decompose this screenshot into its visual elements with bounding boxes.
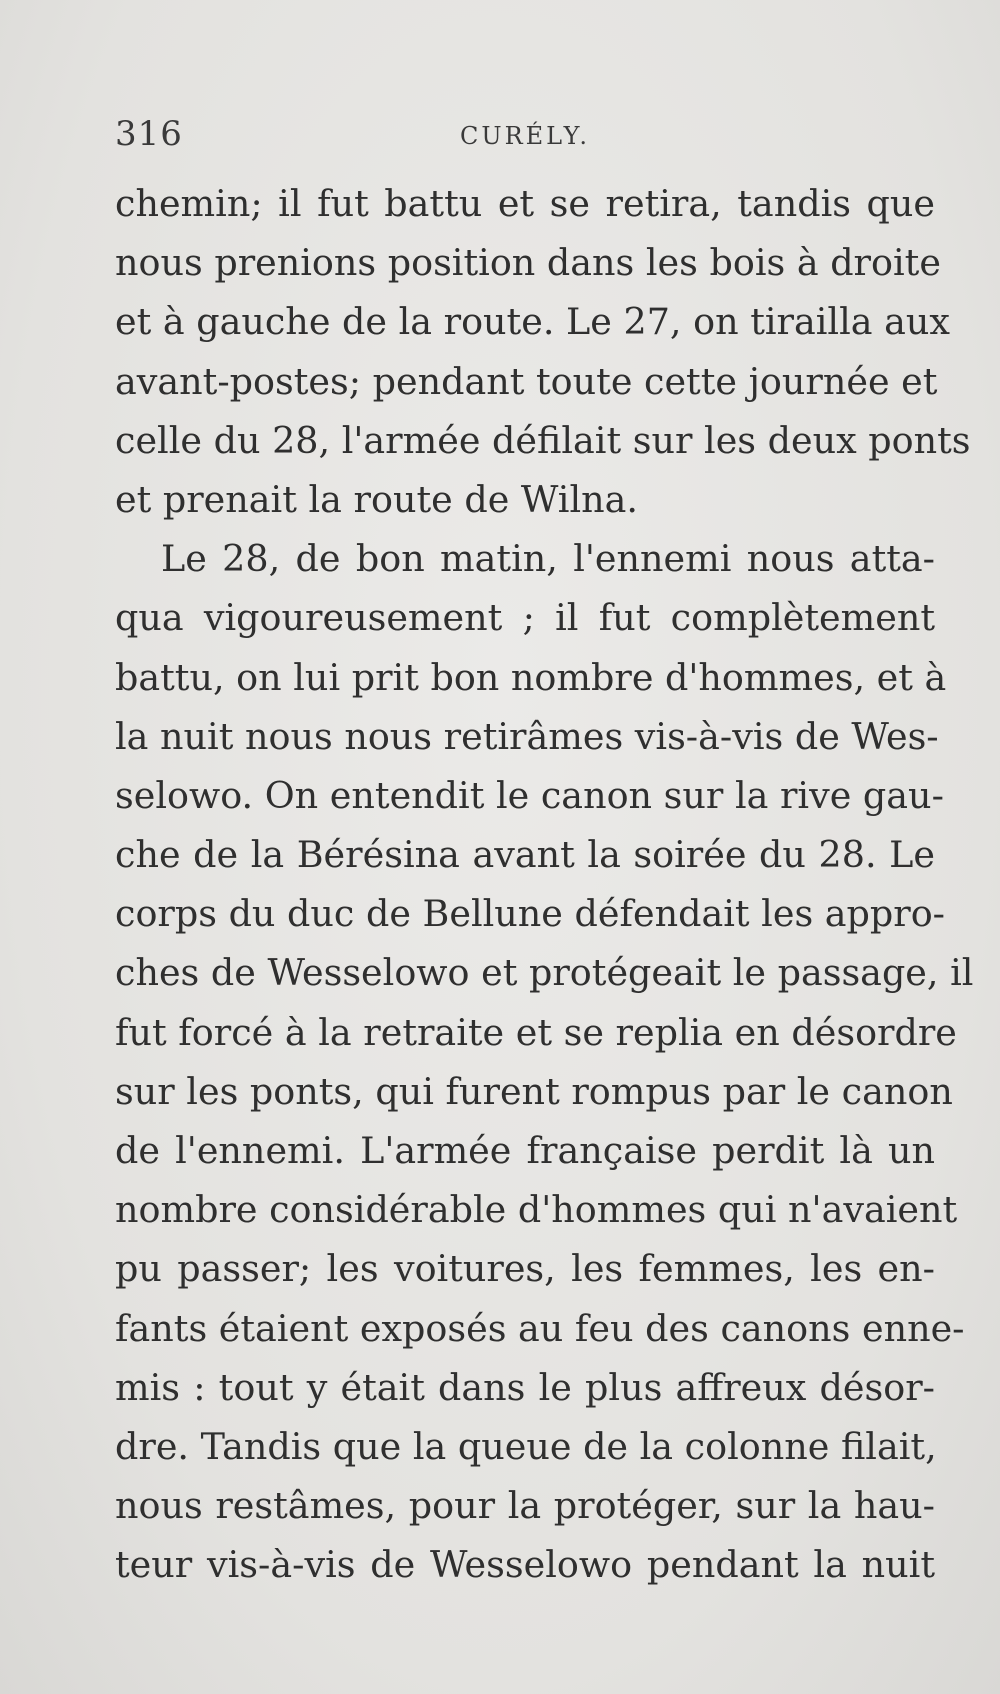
text-line: corps du duc de Bellune défendait les appro- (115, 892, 946, 936)
running-head: CURÉLY. (460, 122, 590, 150)
body-text (115, 174, 974, 1595)
text-line: Le 28, de bon matin, l'ennemi nous atta- (161, 537, 935, 581)
text-line: et prenait la route de Wilna. (115, 477, 638, 521)
text-line: chemin; il fut battu et se retira, tandis que (115, 182, 935, 225)
text-line: selowo. On entendit le canon sur la rive gau- (115, 773, 944, 817)
text-line: la nuit nous nous retirâmes vis-à-vis de Wes- (115, 714, 939, 758)
text-line: ches de Wesselowo et protégeait le passage, il (115, 951, 974, 995)
text-line: celle du 28, l'armée défilait sur les deux ponts (115, 418, 971, 462)
text-line: avant-postes; pendant toute cette journée et (115, 359, 938, 403)
text-line: pu passer; les voitures, les femmes, les en- (115, 1247, 935, 1291)
text-line: nombre considérable d'hommes qui n'avaient (115, 1188, 958, 1232)
text-line: qua vigoureusement ; il fut complètement (115, 596, 935, 640)
text-line: fut forcé à la retraite et se replia en désordre (115, 1010, 957, 1054)
text-line: dre. Tandis que la queue de la colonne filait, (115, 1424, 937, 1468)
page-header (115, 114, 935, 158)
text-line: fants étaient exposés au feu des canons enne- (115, 1306, 965, 1350)
text-line: sur les ponts, qui furent rompus par le canon (115, 1069, 953, 1113)
page-number: 316 (115, 114, 183, 154)
text-line: che de la Bérésina avant la soirée du 28. Le (115, 833, 935, 877)
text-line: battu, on lui prit bon nombre d'hommes, et à (115, 655, 947, 699)
text-line: teur vis-à-vis de Wesselowo pendant la nuit (115, 1543, 935, 1587)
text-line: et à gauche de la route. Le 27, on tirailla aux (115, 300, 950, 344)
text-line: nous prenions position dans les bois à droite (115, 241, 941, 285)
text-line: nous restâmes, pour la protéger, sur la hau- (115, 1484, 935, 1528)
text-line: mis : tout y était dans le plus affreux désor- (115, 1365, 935, 1409)
text-line: de l'ennemi. L'armée française perdit là un (115, 1129, 935, 1172)
